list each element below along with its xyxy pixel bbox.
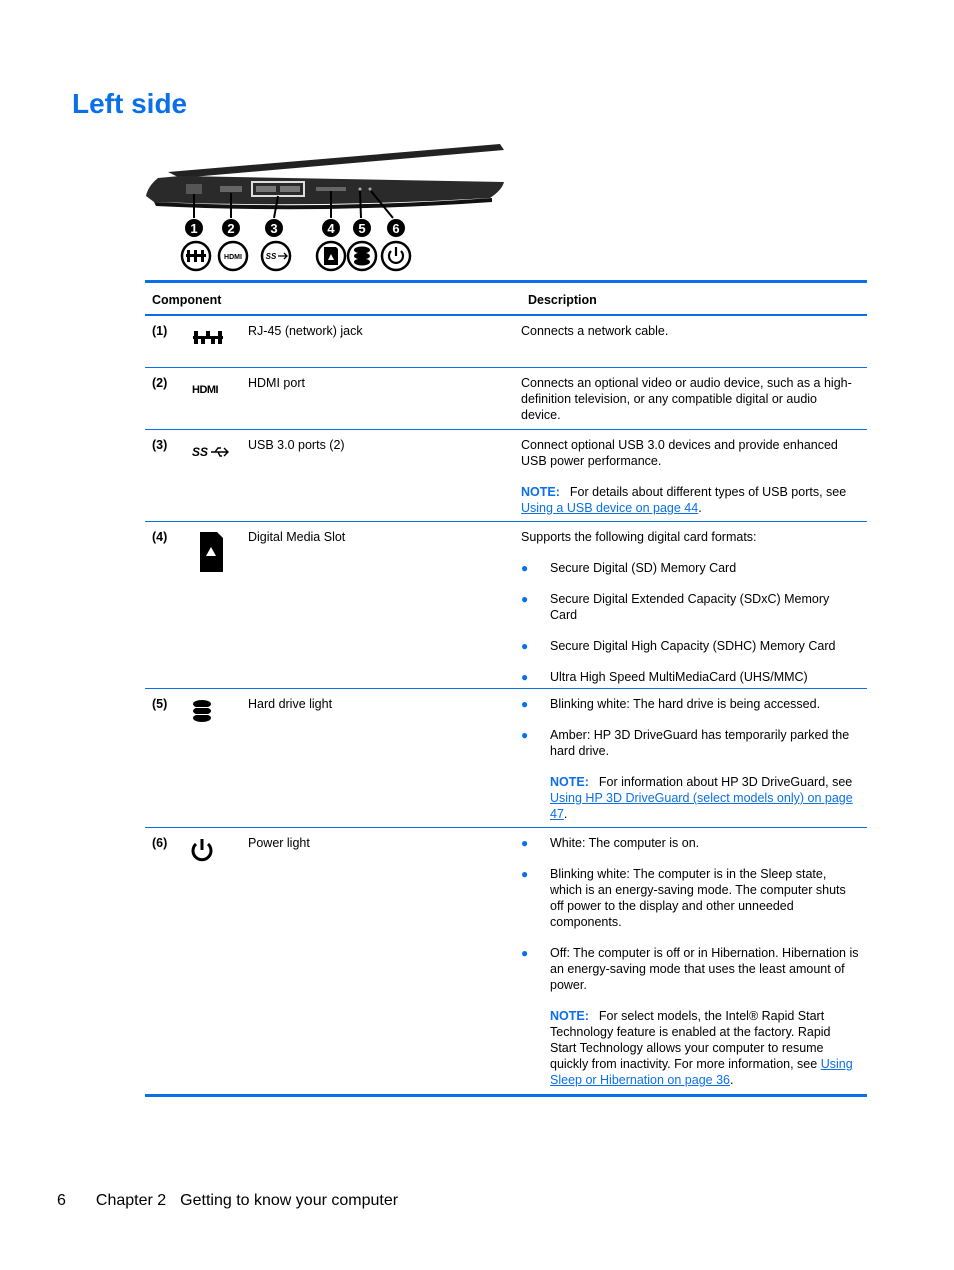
svg-text:SS: SS	[192, 445, 209, 459]
network-jack-icon	[191, 326, 225, 346]
note-label: NOTE:	[550, 1009, 589, 1023]
table-row	[145, 430, 867, 522]
component-name: Digital Media Slot	[248, 530, 346, 544]
svg-text:3: 3	[270, 221, 278, 236]
list-item: ● White: The computer is on.	[521, 836, 700, 850]
component-name: Hard drive light	[248, 697, 333, 711]
list-item: ● Secure Digital High Capacity (SDHC) Memory Card	[521, 639, 836, 653]
callout-3	[265, 219, 283, 237]
list-item: ● Blinking white: The hard drive is being accessed.	[521, 697, 821, 711]
page-footer	[57, 1192, 398, 1210]
description-text: Connects a network cable.	[521, 324, 669, 338]
usb-ss-icon	[262, 242, 290, 270]
hdmi-icon	[219, 242, 247, 270]
header-component: Component	[152, 293, 222, 307]
svg-text:HDMI: HDMI	[192, 384, 219, 396]
laptop-left-side-figure	[140, 138, 520, 276]
hard-drive-icon	[191, 699, 225, 723]
table-row	[145, 828, 867, 1094]
callout-1	[185, 219, 203, 237]
power-icon	[382, 242, 410, 270]
table-row	[145, 316, 867, 368]
svg-text:5: 5	[358, 221, 366, 236]
component-table	[145, 280, 867, 1097]
table-row	[145, 689, 867, 828]
component-name: HDMI port	[248, 376, 305, 390]
memory-card-icon	[317, 242, 345, 270]
callout-4	[322, 219, 340, 237]
svg-text:HDMI: HDMI	[224, 254, 242, 261]
callout-5	[353, 219, 371, 237]
description-text: Connects an optional video or audio device, such as a high-definition television, or any compatible digital or audio device.	[521, 376, 852, 422]
note-label: NOTE:	[521, 485, 560, 499]
callout-2	[222, 219, 240, 237]
memory-card-icon	[191, 532, 231, 572]
page-number: 6	[57, 1192, 66, 1209]
header-description: Description	[528, 293, 597, 307]
page-title: Left side	[72, 88, 188, 119]
description-text: Connect optional USB 3.0 devices and provide enhanced USB power performance.	[521, 438, 838, 468]
component-name: USB 3.0 ports (2)	[248, 438, 345, 452]
network-jack-icon	[182, 242, 210, 270]
hdmi-icon	[191, 382, 225, 396]
list-item: ● Secure Digital (SD) Memory Card	[521, 561, 737, 575]
table-header	[145, 283, 867, 316]
driveguard-link[interactable]: Using HP 3D DriveGuard (select models only) on page 47	[550, 791, 853, 821]
list-item: ● Ultra High Speed MultiMediaCard (UHS/MMC)	[521, 670, 808, 684]
note-label: NOTE:	[550, 775, 589, 789]
row-number: (1)	[152, 324, 168, 338]
usb-device-link[interactable]: Using a USB device on page 44	[521, 501, 699, 515]
description-text: Supports the following digital card formats:	[521, 530, 757, 544]
table-row	[145, 522, 867, 689]
svg-text:4: 4	[327, 221, 335, 236]
sleep-hibernation-link[interactable]: Using Sleep or Hibernation on page 36	[550, 1057, 853, 1087]
row-number: (2)	[152, 376, 168, 390]
table-row	[145, 368, 867, 430]
usb-ss-icon	[191, 444, 231, 460]
row-number: (5)	[152, 697, 168, 711]
hdmi-port-shape	[220, 186, 242, 192]
callout-6	[387, 219, 405, 237]
list-item: ● Blinking white: The computer is in the Sleep state, which is an energy-saving mode. The computer shuts off power to the display and other unneeded components.	[521, 867, 846, 929]
list-item: ● Amber: HP 3D DriveGuard has temporarily parked the hard drive.	[521, 728, 850, 758]
list-item: ● Secure Digital Extended Capacity (SDxC) Memory Card	[521, 592, 830, 622]
power-icon	[191, 838, 225, 862]
row-number: (4)	[152, 530, 168, 544]
svg-text:6: 6	[392, 221, 400, 236]
svg-text:2: 2	[227, 221, 235, 236]
note-paragraph: NOTE: For details about different types of USB ports, see Using a USB device on page 44.	[521, 485, 847, 515]
chapter-title: Getting to know your computer	[180, 1192, 399, 1209]
row-number: (6)	[152, 836, 168, 850]
list-item: ● Off: The computer is off or in Hibernation. Hibernation is an energy-saving mode that uses the least amount of power.	[521, 946, 859, 992]
note-paragraph: NOTE: For information about HP 3D DriveGuard, see Using HP 3D DriveGuard (select models only) on page 47.	[550, 775, 853, 821]
rj45-port-shape	[186, 184, 202, 194]
component-name: Power light	[248, 836, 310, 850]
note-paragraph: NOTE: For select models, the Intel® Rapid Start Technology feature is enabled at the factory. Rapid Start Technology allows your computer to resume quickly from inactivity. For more information, see Using Sleep or Hibernation on page 36.	[550, 1009, 853, 1087]
svg-text:1: 1	[190, 221, 198, 236]
card-slot-shape	[316, 187, 346, 191]
svg-text:SS: SS	[265, 252, 277, 261]
chapter-label: Chapter 2	[95, 1192, 167, 1209]
row-number: (3)	[152, 438, 168, 452]
hard-drive-icon	[348, 242, 376, 270]
component-name: RJ-45 (network) jack	[248, 324, 363, 338]
